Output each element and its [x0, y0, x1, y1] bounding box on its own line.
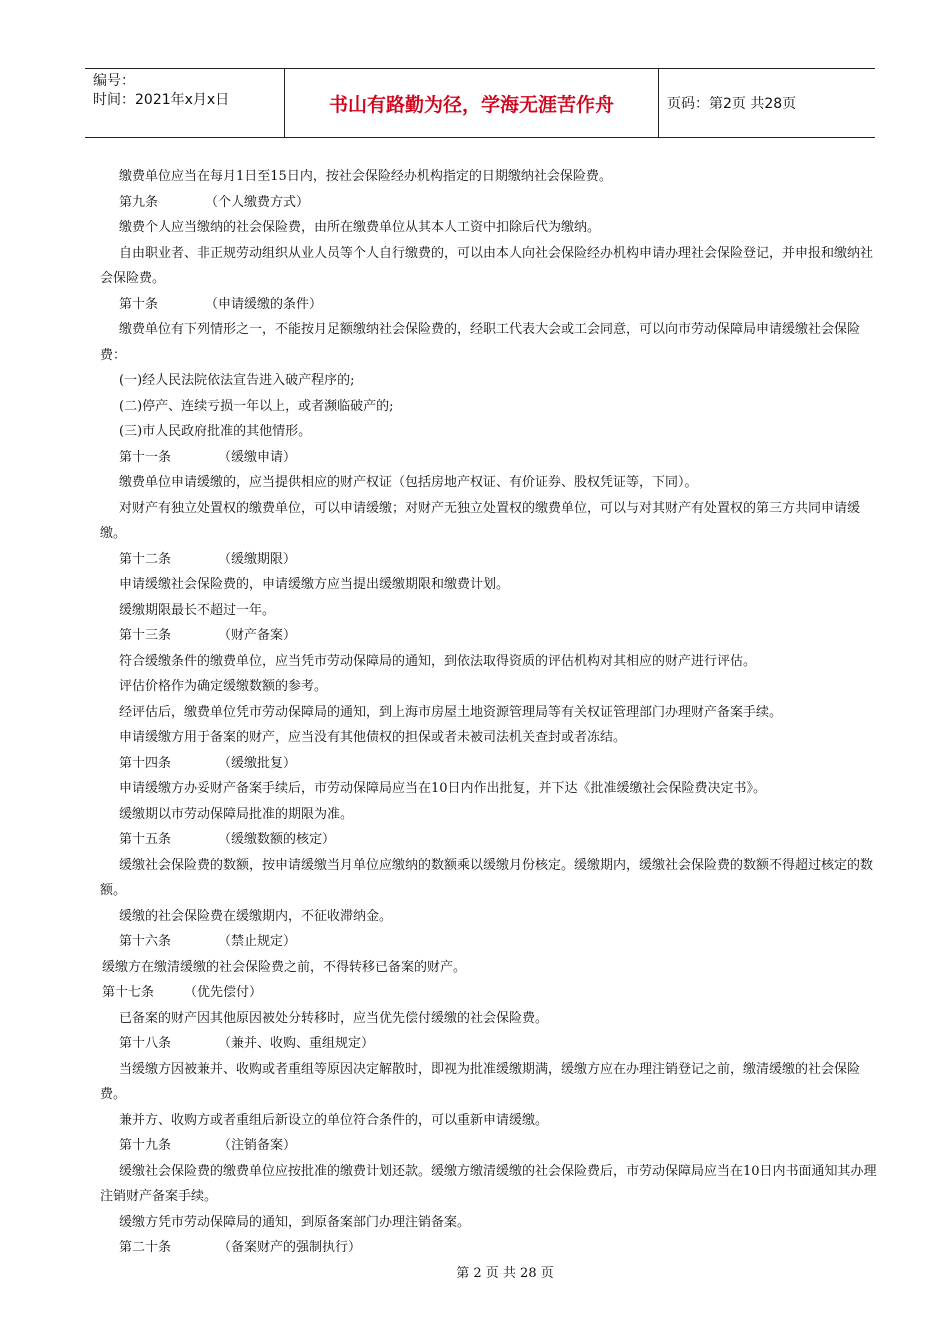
article-heading: [100, 980, 882, 1006]
article-heading: [100, 445, 882, 471]
article-number: 第十六条: [119, 934, 172, 949]
article-number: 第十一条: [119, 449, 172, 465]
article-number: 第十四条: [119, 755, 172, 771]
body-paragraph: 缴费单位有下列情形之一，不能按月足额缴纳社会保险费的，经职工代表大会或工会同意，可以向市劳动保障局申请缓缴社会保险费：: [100, 322, 861, 363]
article-heading: [100, 292, 882, 318]
body-paragraph: 申请缓缴社会保险费的，申请缓缴方应当提出缓缴期限和缴费计划。: [119, 577, 510, 592]
header-page-label: 页码：第2页 共28页: [667, 96, 797, 112]
body-paragraph: 经评估后，缴费单位凭市劳动保障局的通知，到上海市房屋土地资源管理局等有关权证管理部门办理财产备案手续。: [119, 704, 783, 720]
article-title: （个人缴费方式）: [205, 194, 310, 210]
article-number: 第十八条: [119, 1036, 172, 1051]
article-title: （禁止规定）: [218, 934, 297, 949]
header-number-label: 编号：: [93, 73, 135, 89]
article-title: （缓缴批复）: [218, 755, 297, 771]
body-paragraph: 缓缴方凭市劳动保障局的通知，到原备案部门办理注销备案。: [119, 1214, 471, 1230]
body-paragraph: 兼并方、收购方或者重组后新设立的单位符合条件的，可以重新申请缓缴。: [119, 1112, 549, 1128]
body-paragraph: 当缓缴方因被兼并、收购或者重组等原因决定解散时，即视为批准缓缴期满，缓缴方应在办理注销登记之前，缴清缓缴的社会保险费。: [100, 1061, 861, 1102]
article-number: 第十条: [119, 296, 159, 312]
body-paragraph: 缓缴的社会保险费在缓缴期内，不征收滞纳金。: [119, 908, 393, 924]
body-paragraph: 缓缴期以市劳动保障局批准的期限为准。: [119, 806, 354, 822]
body-paragraph: (二)停产、连续亏损一年以上，或者濒临破产的;: [119, 398, 394, 414]
body-paragraph: 自由职业者、非正规劳动组织从业人员等个人自行缴费的，可以由本人向社会保险经办机构申请办理社会保险登记，并申报和缴纳社会保险费。: [100, 245, 874, 286]
body-paragraph: 缴费单位申请缓缴的，应当提供相应的财产权证（包括房地产权证、有价证券、股权凭证等，下同）。: [119, 475, 698, 490]
article-title: （备案财产的强制执行）: [218, 1240, 362, 1255]
body-paragraph: 评估价格作为确定缓缴数额的参考。: [119, 679, 328, 694]
article-title: （兼并、收购、重组规定）: [218, 1036, 375, 1051]
article-number: 第九条: [119, 194, 159, 210]
body-paragraph: 已备案的财产因其他原因被处分转移时，应当优先偿付缓缴的社会保险费。: [119, 1010, 549, 1026]
article-title: （注销备案）: [218, 1138, 297, 1153]
article-title: （缓缴期限）: [218, 551, 297, 567]
article-number: 第十五条: [119, 832, 172, 847]
body-paragraph: 申请缓缴方办妥财产备案手续后，市劳动保障局应当在10日内作出批复，并下达《批准缓缴社会保险费决定书》。: [119, 781, 767, 796]
header-time-label: 时间：2021年x月x日: [93, 92, 230, 108]
body-paragraph: 缓缴社会保险费的数额，按申请缓缴当月单位应缴纳的数额乘以缓缴月份核定。缓缴期内，缓缴社会保险费的数额不得超过核定的数额。: [100, 857, 874, 898]
article-number: 第十九条: [119, 1138, 172, 1153]
article-heading: [100, 751, 882, 777]
article-title: （财产备案）: [218, 628, 297, 643]
article-heading: [100, 929, 882, 955]
body-paragraph: 符合缓缴条件的缴费单位，应当凭市劳动保障局的通知，到依法取得资质的评估机构对其相应的财产进行评估。: [119, 653, 757, 669]
header-motto: 书山有路勤为径，学海无涯苦作舟: [285, 69, 659, 137]
article-number: 第十三条: [119, 628, 172, 643]
body-paragraph: 缓缴社会保险费的缴费单位应按批准的缴费计划还款。缓缴方缴清缓缴的社会保险费后，市劳动保障局应当在10日内书面通知其办理注销财产备案手续。: [100, 1163, 877, 1204]
article-heading: [100, 623, 882, 649]
article-heading: [100, 1031, 882, 1057]
body-paragraph: 缓缴方在缴清缓缴的社会保险费之前，不得转移已备案的财产。: [102, 959, 467, 975]
article-heading: [100, 1235, 882, 1261]
body-paragraph: 申请缓缴方用于备案的财产，应当没有其他债权的担保或者未被司法机关查封或者冻结。: [119, 730, 627, 745]
page-footer: 第 2 页 共 28 页: [456, 1266, 554, 1281]
body-paragraph: 缴费个人应当缴纳的社会保险费，由所在缴费单位从其本人工资中扣除后代为缴纳。: [119, 220, 601, 235]
article-title: （缓缴申请）: [218, 449, 297, 465]
body-paragraph: 缴费单位应当在每月1日至15日内，按社会保险经办机构指定的日期缴纳社会保险费。: [119, 169, 612, 184]
article-heading: [100, 1133, 882, 1159]
body-paragraph: (三)市人民政府批准的其他情形。: [119, 424, 312, 439]
header-meta: [85, 69, 285, 137]
body-paragraph: 缓缴期限最长不超过一年。: [119, 602, 276, 618]
article-number: 第十二条: [119, 551, 172, 567]
article-number: 第二十条: [119, 1240, 172, 1255]
article-title: （优先偿付）: [184, 985, 263, 1000]
body-paragraph: (一)经人民法院依法宣告进入破产程序的;: [119, 373, 355, 388]
article-heading: [100, 827, 882, 853]
article-number: 第十七条: [102, 985, 155, 1000]
page-header: [85, 68, 875, 138]
body-paragraph: 对财产有独立处置权的缴费单位，可以申请缓缴；对财产无独立处置权的缴费单位，可以与对其财产有处置权的第三方共同申请缓缴。: [100, 500, 861, 541]
article-heading: [100, 547, 882, 573]
document-body: [100, 164, 882, 1261]
article-heading: [100, 190, 882, 216]
article-title: （缓缴数额的核定）: [218, 832, 336, 847]
article-title: （申请缓缴的条件）: [205, 296, 323, 312]
